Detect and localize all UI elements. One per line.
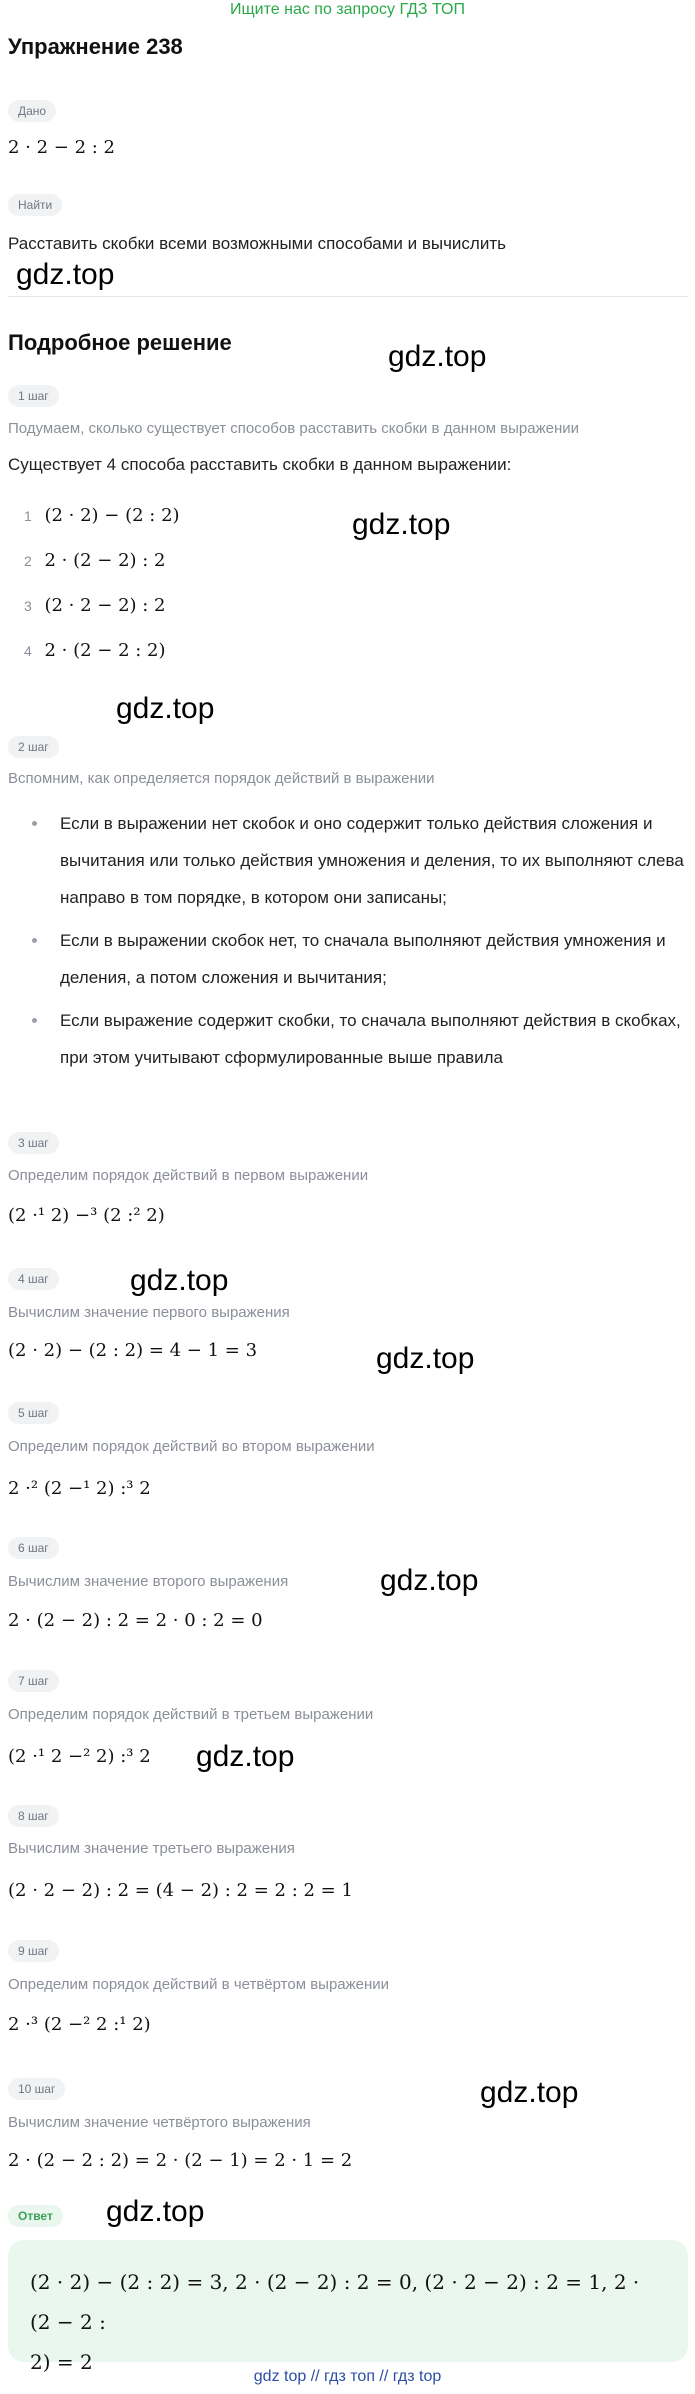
bullet-text: Если в выражении нет скобок и оно содержит только действия сложения и вычитания или только действия умножения и деления, то их выполняют слева направо в том порядке, в котором они записаны; <box>60 814 684 907</box>
footer-links[interactable]: gdz top // гдз топ // гдз top <box>253 2368 442 2385</box>
watermark: gdz.top <box>130 1264 229 1297</box>
watermark: gdz.top <box>388 340 487 373</box>
step-expression: 2 · (2 − 2 : 2) = 2 · (2 − 1) = 2 · 1 = 2 <box>8 2150 353 2171</box>
step-caption: Вычислим значение четвёртого выражения <box>8 2114 311 2131</box>
promo-banner[interactable]: Ищите нас по запросу ГДЗ ТОП <box>230 1 465 18</box>
watermark: gdz.top <box>480 2076 579 2109</box>
list-item <box>8 805 688 916</box>
step-expression: (2 · 2 − 2) : 2 = (4 − 2) : 2 = 2 : 2 = 1 <box>8 1880 353 1901</box>
watermark: gdz.top <box>16 258 115 291</box>
bullet-text: Если в выражении скобок нет, то сначала выполняют действия умножения и деления, а потом сложения и вычитания; <box>60 931 666 987</box>
list-number: 4 <box>24 643 32 659</box>
given-expression: 2 · 2 − 2 : 2 <box>8 137 116 158</box>
step-text: Существует 4 способа расставить скобки в данном выражении: <box>8 455 512 474</box>
bullet-text: Если выражение содержит скобки, то сначала выполняют действия в скобках, при этом учитывают сформулированные выше правила <box>60 1011 681 1067</box>
step-chip: 6 шаг <box>8 1537 59 1559</box>
watermark: gdz.top <box>376 1342 475 1375</box>
step-caption: Определим порядок действий в третьем выражении <box>8 1706 374 1723</box>
answer-box <box>8 2240 688 2374</box>
step-chip: 9 шаг <box>8 1940 59 1962</box>
answer-line: 2) = 2 <box>30 2350 93 2374</box>
list-item <box>8 922 688 996</box>
step-caption: Подумаем, сколько существует способов расставить скобки в данном выражении <box>8 420 580 437</box>
step-chip: 1 шаг <box>8 385 59 407</box>
find-section <box>8 194 62 216</box>
list-item <box>24 505 180 526</box>
step-expression: (2 ·¹ 2) −³ (2 :² 2) <box>8 1205 165 1226</box>
page-title: Упражнение 238 <box>8 34 183 59</box>
step-expression: 2 ·² (2 −¹ 2) :³ 2 <box>8 1478 151 1499</box>
list-item <box>24 595 166 616</box>
step-chip: 2 шаг <box>8 736 59 758</box>
watermark: gdz.top <box>116 692 215 725</box>
bullet-icon <box>32 1018 37 1023</box>
step-caption: Вычислим значение первого выражения <box>8 1304 290 1321</box>
list-number: 1 <box>24 508 32 524</box>
find-text: Расставить скобки всеми возможными способами и вычислить <box>8 234 506 253</box>
rules-list <box>8 805 688 1076</box>
watermark: gdz.top <box>352 508 451 541</box>
bullet-icon <box>32 821 37 826</box>
given-chip: Дано <box>8 100 56 122</box>
step-expression: 2 ·³ (2 −² 2 :¹ 2) <box>8 2014 151 2035</box>
list-expression: (2 · 2) − (2 : 2) <box>44 505 180 526</box>
list-item <box>24 550 166 571</box>
step-caption: Вспомним, как определяется порядок действий в выражении <box>8 770 435 787</box>
answer-line: (2 · 2) − (2 : 2) = 3, 2 · (2 − 2) : 2 = 0, (2 · 2 − 2) : 2 = 1, 2 · (2 − 2 : <box>30 2270 640 2334</box>
watermark: gdz.top <box>196 1740 295 1773</box>
list-item <box>8 1002 688 1076</box>
watermark: gdz.top <box>106 2195 205 2228</box>
step-chip: 7 шаг <box>8 1670 59 1692</box>
step-expression: 2 · (2 − 2) : 2 = 2 · 0 : 2 = 0 <box>8 1610 263 1631</box>
step-chip: 3 шаг <box>8 1132 59 1154</box>
watermark: gdz.top <box>380 1564 479 1597</box>
list-expression: 2 · (2 − 2 : 2) <box>44 640 166 661</box>
list-number: 2 <box>24 553 32 569</box>
list-number: 3 <box>24 598 32 614</box>
step-caption: Вычислим значение третьего выражения <box>8 1840 295 1857</box>
step-caption: Определим порядок действий в первом выражении <box>8 1167 369 1184</box>
step-chip: 8 шаг <box>8 1805 59 1827</box>
answer-label-wrap <box>8 2205 63 2227</box>
bullet-icon <box>32 938 37 943</box>
step-chip: 5 шаг <box>8 1402 59 1424</box>
step-expression: (2 · 2) − (2 : 2) = 4 − 1 = 3 <box>8 1340 258 1361</box>
step-chip: 10 шаг <box>8 2078 65 2100</box>
find-chip: Найти <box>8 194 62 216</box>
list-expression: 2 · (2 − 2) : 2 <box>44 550 166 571</box>
given-section <box>8 100 56 122</box>
list-expression: (2 · 2 − 2) : 2 <box>44 595 166 616</box>
solution-title: Подробное решение <box>8 330 232 355</box>
step-caption: Определим порядок действий во втором выражении <box>8 1438 375 1455</box>
step-expression: (2 ·¹ 2 −² 2) :³ 2 <box>8 1746 151 1767</box>
divider <box>8 296 688 297</box>
answer-chip: Ответ <box>8 2205 63 2227</box>
step-caption: Определим порядок действий в четвёртом выражении <box>8 1976 390 1993</box>
list-item <box>24 640 166 661</box>
step-caption: Вычислим значение второго выражения <box>8 1573 289 1590</box>
step-chip: 4 шаг <box>8 1268 59 1290</box>
